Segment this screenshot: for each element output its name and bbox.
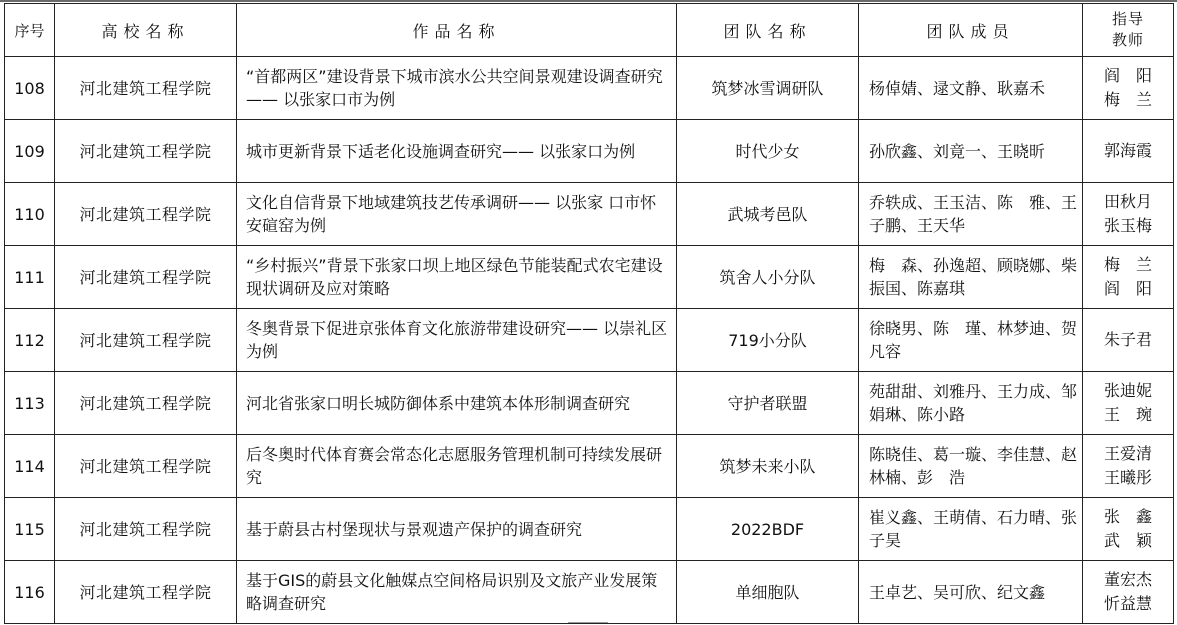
cell-work-title: 河北省张家口明长城防御体系中建筑本体形制调查研究 [237,372,677,435]
cell-team-members: 梅 森、孙逸超、顾晓娜、柴振国、陈嘉琪 [859,246,1083,309]
table-row [5,120,1174,183]
cell-team-members: 徐晓男、陈 瑾、林梦迪、贺凡容 [859,309,1083,372]
advisor-name: 阎 阳 [1103,66,1152,85]
page-footer-mark [568,622,608,623]
cell-number: 109 [5,120,55,183]
cell-advisors [1083,183,1174,246]
advisor-name: 张玉梅 [1103,216,1152,235]
cell-number: 111 [5,246,55,309]
cell-team-name: 守护者联盟 [677,372,859,435]
cell-advisors [1083,561,1174,624]
cell-advisors [1083,372,1174,435]
header-no: 序号 [5,4,55,57]
cell-advisors [1083,309,1174,372]
cell-advisors [1083,498,1174,561]
cell-team-members: 陈晓佳、葛一璇、李佳慧、赵林楠、彭 浩 [859,435,1083,498]
award-table [4,3,1174,624]
cell-team-name: 2022BDF [677,498,859,561]
cell-team-name: 时代少女 [677,120,859,183]
cell-advisors [1083,246,1174,309]
header-team: 团队名称 [677,4,859,57]
cell-work-title: “乡村振兴”背景下张家口坝上地区绿色节能装配式农宅建设现状调研及应对策略 [237,246,677,309]
cell-work-title: “首都两区”建设背景下城市滨水公共空间景观建设调查研究—— 以张家口市为例 [237,57,677,120]
cell-work-title: 基于GIS的蔚县文化触媒点空间格局识别及文旅产业发展策略调查研究 [237,561,677,624]
advisor-name: 梅 兰 [1103,255,1152,274]
cell-team-name: 筑梦冰雪调研队 [677,57,859,120]
cell-team-name: 筑舍人小分队 [677,246,859,309]
table-header [5,4,1174,57]
cell-school-name: 河北建筑工程学院 [55,435,237,498]
advisor-name: 王曦彤 [1103,468,1152,487]
advisor-name: 董宏杰 [1103,570,1152,589]
top-border-line [0,0,1177,2]
cell-number: 114 [5,435,55,498]
cell-number: 110 [5,183,55,246]
cell-advisors [1083,435,1174,498]
advisor-name: 王 琬 [1103,405,1152,424]
advisor-name: 阎 阳 [1103,279,1152,298]
header-advisors-line1: 指导 [1111,10,1144,28]
header-work: 作品名称 [237,4,677,57]
cell-school-name: 河北建筑工程学院 [55,561,237,624]
cell-advisors [1083,120,1174,183]
header-members: 团队成员 [859,4,1083,57]
cell-team-members: 王卓艺、吴可欣、纪文鑫 [859,561,1083,624]
advisor-name: 王爱清 [1103,444,1152,463]
cell-team-members: 乔轶成、王玉洁、陈 雅、王子鹏、王天华 [859,183,1083,246]
header-advisors [1083,4,1174,57]
table-row [5,561,1174,624]
advisor-name: 忻益慧 [1103,594,1152,613]
cell-team-members: 杨倬婧、逯文静、耿嘉禾 [859,57,1083,120]
cell-number: 115 [5,498,55,561]
cell-work-title: 文化自信背景下地域建筑技艺传承调研—— 以张家 口市怀安碹窑为例 [237,183,677,246]
cell-work-title: 城市更新背景下适老化设施调查研究—— 以张家口为例 [237,120,677,183]
cell-work-title: 基于蔚县古村堡现状与景观遗产保护的调查研究 [237,498,677,561]
cell-school-name: 河北建筑工程学院 [55,372,237,435]
cell-team-members: 孙欣鑫、刘竟一、王晓昕 [859,120,1083,183]
cell-number: 116 [5,561,55,624]
cell-school-name: 河北建筑工程学院 [55,57,237,120]
advisor-name: 梅 兰 [1103,90,1152,109]
advisor-name: 朱子君 [1103,330,1152,349]
cell-team-members: 苑甜甜、刘雅丹、王力成、邹娟琳、陈小路 [859,372,1083,435]
cell-school-name: 河北建筑工程学院 [55,246,237,309]
cell-number: 112 [5,309,55,372]
advisor-name: 郭海霞 [1103,141,1152,160]
cell-team-name: 719小分队 [677,309,859,372]
table-row [5,498,1174,561]
cell-team-name: 筑梦未来小队 [677,435,859,498]
cell-team-members: 崔义鑫、王萌倩、石力晴、张子昊 [859,498,1083,561]
cell-team-name: 武城考邑队 [677,183,859,246]
advisor-name: 田秋月 [1103,192,1152,211]
cell-work-title: 后冬奥时代体育赛会常态化志愿服务管理机制可持续发展研究 [237,435,677,498]
table-row [5,246,1174,309]
table-row [5,309,1174,372]
cell-team-name: 单细胞队 [677,561,859,624]
header-advisors-line2: 教师 [1111,31,1144,49]
cell-advisors [1083,57,1174,120]
table-body [5,57,1174,624]
advisor-name: 武 颖 [1103,531,1152,550]
cell-school-name: 河北建筑工程学院 [55,309,237,372]
table-row [5,372,1174,435]
header-school: 高校名称 [55,4,237,57]
cell-work-title: 冬奥背景下促进京张体育文化旅游带建设研究—— 以崇礼区为例 [237,309,677,372]
table-row [5,183,1174,246]
advisor-name: 张迪妮 [1103,381,1152,400]
cell-school-name: 河北建筑工程学院 [55,183,237,246]
table-row [5,57,1174,120]
table-row [5,435,1174,498]
header-row [5,4,1174,57]
cell-school-name: 河北建筑工程学院 [55,498,237,561]
cell-school-name: 河北建筑工程学院 [55,120,237,183]
advisor-name: 张 鑫 [1103,507,1152,526]
cell-number: 113 [5,372,55,435]
cell-number: 108 [5,57,55,120]
